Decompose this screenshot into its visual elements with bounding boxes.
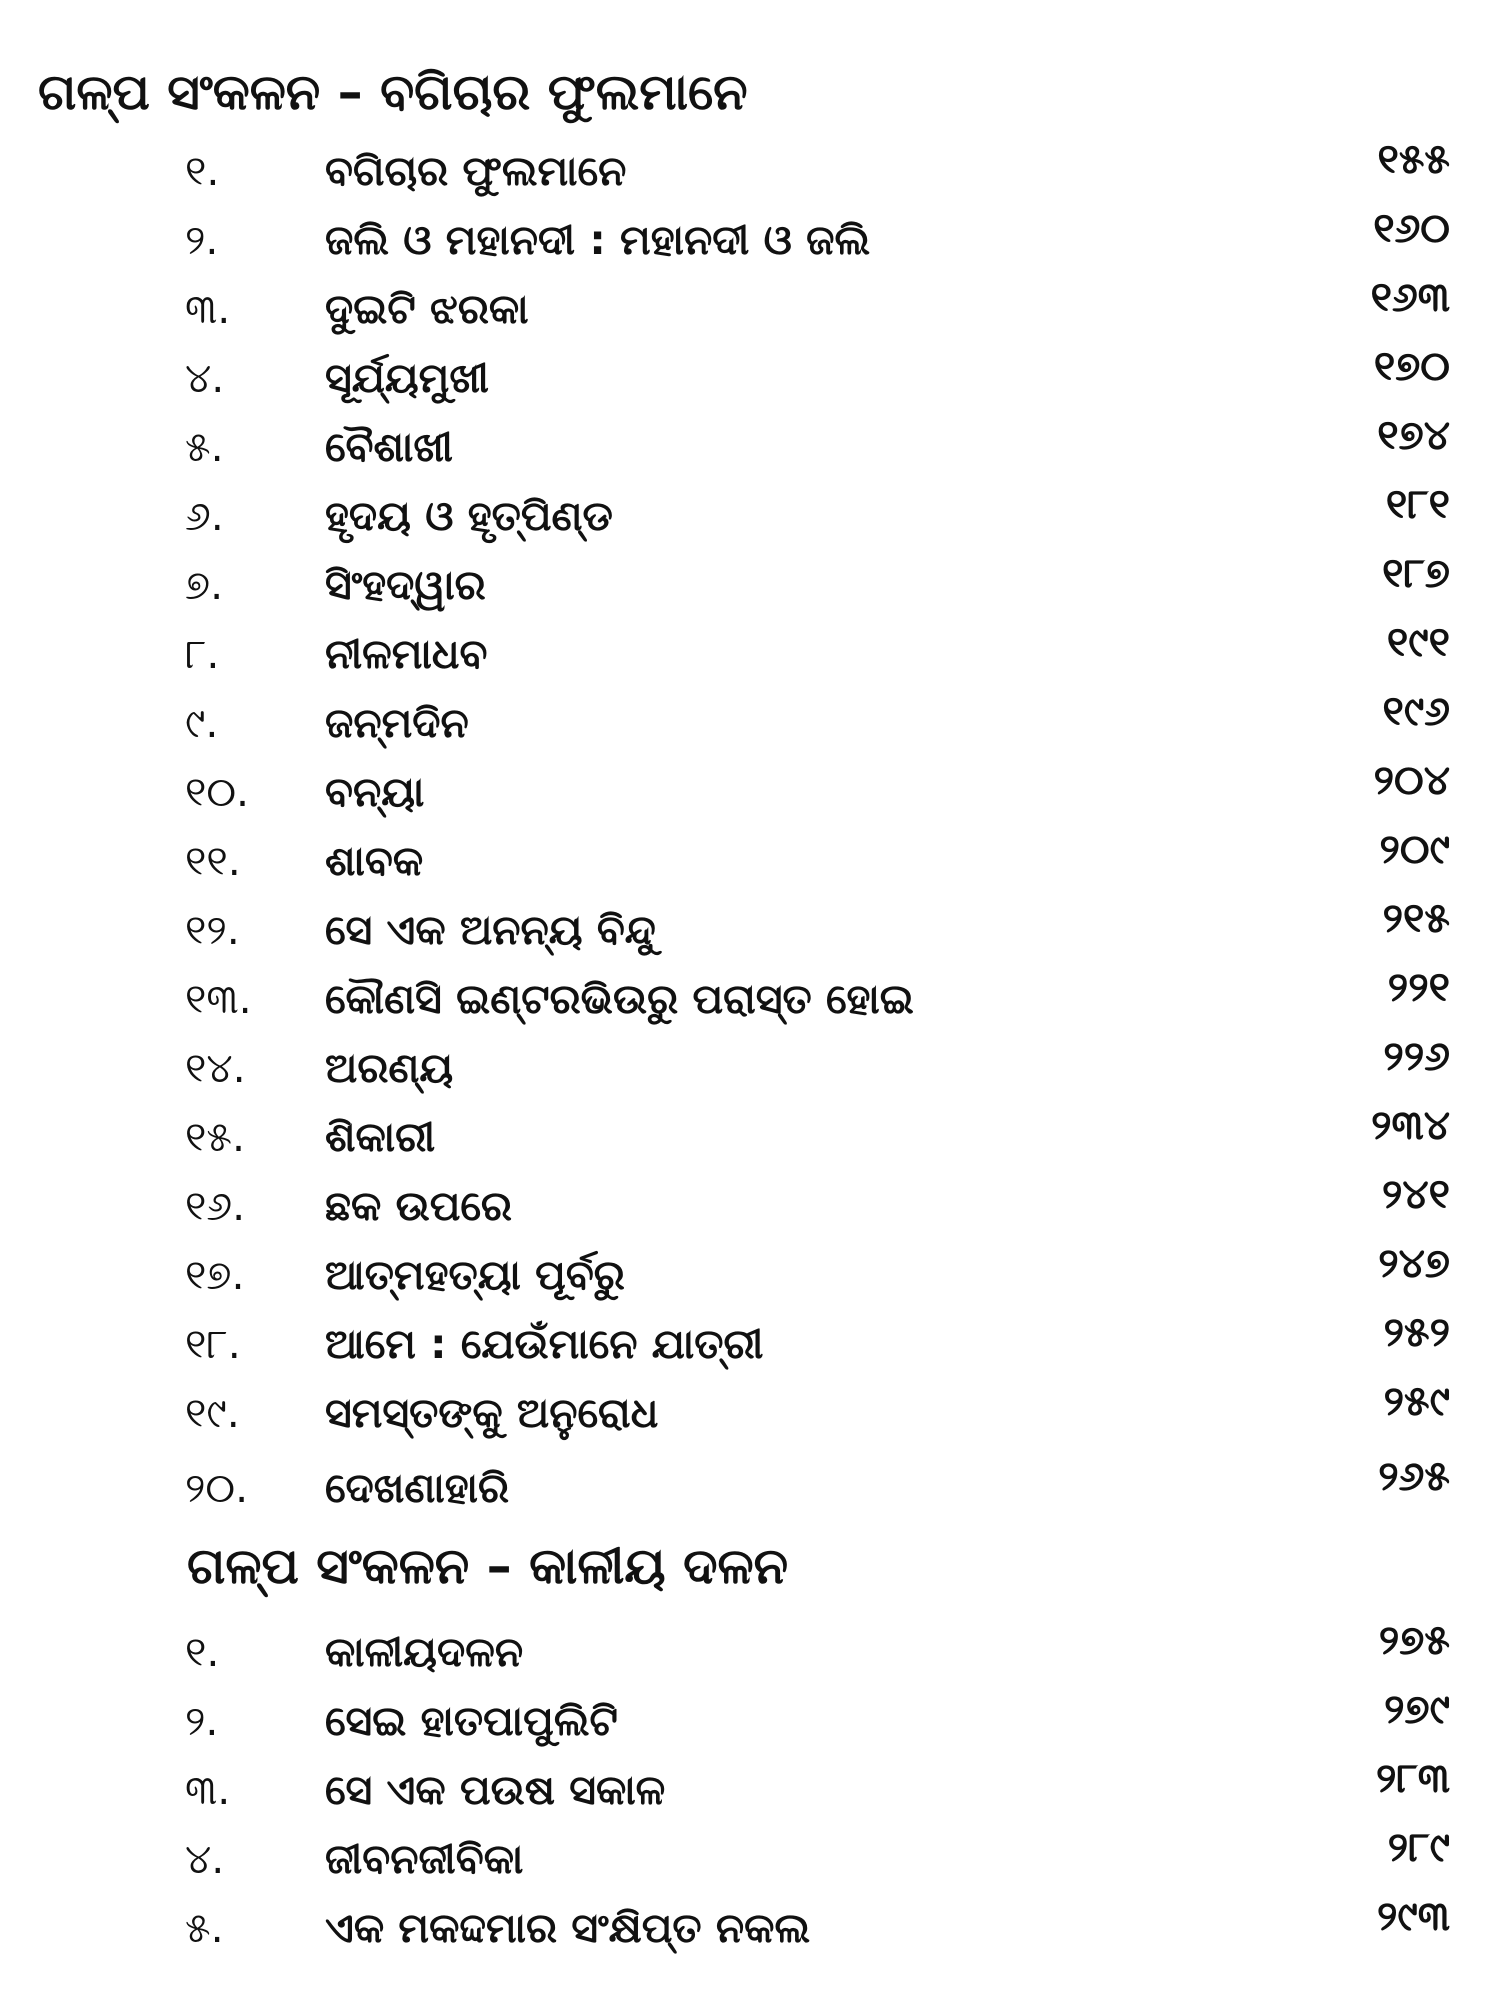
entry-title: ଜନ୍ମଦିନ	[325, 699, 469, 747]
list-item	[0, 1377, 1500, 1446]
entry-page-number: ୨୪୭	[1378, 1239, 1450, 1287]
list-item	[0, 480, 1500, 549]
entry-number: ୩.	[185, 1766, 231, 1814]
list-item	[0, 687, 1500, 756]
entry-page-number: ୨୧୫	[1382, 894, 1450, 942]
entry-number: ୧୧.	[185, 837, 241, 885]
list-item	[0, 1685, 1500, 1754]
entry-number: ୧୮.	[185, 1320, 241, 1368]
list-item	[0, 1101, 1500, 1170]
entry-page-number: ୨୨୬	[1383, 1032, 1450, 1080]
entry-number: ୬.	[185, 492, 224, 540]
entry-page-number: ୧୭୦	[1373, 342, 1450, 390]
list-item	[0, 1616, 1500, 1685]
entry-number: ୫.	[185, 423, 224, 471]
list-item	[0, 135, 1500, 204]
entry-title: ବନ୍ୟା	[325, 768, 425, 816]
entry-number: ୧.	[185, 147, 220, 195]
entry-number: ୧୫.	[185, 1113, 245, 1161]
entry-page-number: ୨୩୪	[1371, 1101, 1450, 1149]
list-item	[0, 618, 1500, 687]
entry-page-number: ୨୫୯	[1383, 1377, 1450, 1425]
entry-page-number: ୧୭୪	[1377, 411, 1450, 459]
entry-page-number: ୧୯୧	[1386, 618, 1450, 666]
list-item	[0, 1032, 1500, 1101]
entry-title: ଶାବକ	[325, 837, 424, 885]
entry-title: ହୃଦୟ ଓ ହୃତ୍‌ପିଣ୍ଡ	[325, 492, 613, 540]
entry-title: ସିଂହଦ୍ୱାର	[325, 561, 486, 609]
entry-page-number: ୨୯୩	[1376, 1892, 1450, 1940]
entry-number: ୪.	[185, 1835, 225, 1883]
entry-number: ୧.	[185, 1628, 220, 1676]
entry-page-number: ୨୬୫	[1378, 1452, 1450, 1500]
entry-page-number: ୨୮୩	[1375, 1754, 1450, 1802]
entry-title: ବୈଶାଖୀ	[325, 423, 453, 471]
entry-page-number: ୧୯୬	[1382, 687, 1450, 735]
entry-number: ୧୨.	[185, 906, 240, 954]
entry-page-number: ୨୪୧	[1381, 1170, 1450, 1218]
entry-title: ସେ ଏକ ପଉଷ ସକାଳ	[325, 1766, 666, 1814]
list-item	[0, 1239, 1500, 1308]
entry-page-number: ୨୭୫	[1378, 1616, 1450, 1664]
list-item	[0, 825, 1500, 894]
entry-page-number: ୨୮୯	[1387, 1823, 1450, 1871]
entry-number: ୧୩.	[185, 975, 252, 1023]
entry-title: କାଳୀୟଦଳନ	[325, 1628, 524, 1676]
entry-page-number: ୨୦୪	[1373, 756, 1450, 804]
entry-page-number: ୧୫୫	[1377, 135, 1450, 183]
list-item	[0, 756, 1500, 825]
entry-page-number: ୧୮୭	[1382, 549, 1450, 597]
entry-page-number: ୨୫୨	[1383, 1308, 1450, 1356]
entry-number: ୨.	[185, 1697, 219, 1745]
entry-page-number: ୨୨୧	[1387, 963, 1450, 1011]
entry-number: ୧୭.	[185, 1251, 245, 1299]
entry-number: ୨.	[185, 216, 219, 264]
section-heading: ଗଳ୍ପ ସଂକଳନ – ବଗିଚାର ଫୁଲମାନେ	[38, 63, 748, 121]
entry-title: ଜଲି ଓ ମହାନଦୀ : ମହାନଦୀ ଓ ଜଲି	[325, 216, 871, 264]
list-item	[0, 1823, 1500, 1892]
entry-title: ଅରଣ୍ୟ	[325, 1044, 454, 1092]
entry-title: ସୂର୍ଯ୍ୟମୁଖୀ	[325, 354, 489, 402]
entry-number: ୧୬.	[185, 1182, 246, 1230]
list-item	[0, 1892, 1500, 1961]
entry-page-number: ୧୬୦	[1373, 204, 1450, 252]
entry-title: ଆତ୍ମହତ୍ୟା ପୂର୍ବରୁ	[325, 1251, 625, 1299]
entry-number: ୮.	[185, 630, 220, 678]
entry-number: ୪.	[185, 354, 225, 402]
list-item	[0, 1170, 1500, 1239]
entry-title: ଏକ ମକଦ୍ଦମାର ସଂକ୍ଷିପ୍ତ ନକଲ	[325, 1904, 811, 1952]
list-item	[0, 963, 1500, 1032]
entry-number: ୯.	[185, 699, 219, 747]
list-item	[0, 1754, 1500, 1823]
list-item	[0, 549, 1500, 618]
entry-page-number: ୧୮୧	[1385, 480, 1450, 528]
entry-page-number: ୨୭୯	[1384, 1685, 1450, 1733]
entry-number: ୭.	[185, 561, 224, 609]
list-item	[0, 1308, 1500, 1377]
entry-number: ୨୦.	[185, 1464, 249, 1512]
list-item	[0, 411, 1500, 480]
entry-number: ୫.	[185, 1904, 224, 1952]
entry-title: ଶିକାରୀ	[325, 1113, 436, 1161]
entry-title: କୌଣସି ଇଣ୍ଟରଭିଉରୁ ପରାସ୍ତ ହୋଇ	[325, 975, 914, 1023]
entry-title: ଜୀବନଜୀବିକା	[325, 1835, 524, 1883]
entry-title: ଛକ ଉପରେ	[325, 1182, 513, 1230]
entry-number: ୧୯.	[185, 1389, 240, 1437]
entry-page-number: ୧୬୩	[1370, 273, 1450, 321]
entry-title: ଆମେ : ଯେଉଁମାନେ ଯାତ୍ରୀ	[325, 1320, 764, 1368]
entry-number: ୧୪.	[185, 1044, 246, 1092]
list-item	[0, 342, 1500, 411]
entry-number: ୩.	[185, 285, 231, 333]
entry-title: ସମସ୍ତଙ୍କୁ ଅନୁରୋଧ	[325, 1389, 659, 1437]
entry-title: ନୀଳମାଧବ	[325, 630, 488, 678]
list-item	[0, 273, 1500, 342]
entry-title: ସେଇ ହାତପାପୁଲିଟି	[325, 1697, 618, 1745]
entry-title: ଦୁଇଟି ଝରକା	[325, 285, 529, 333]
list-item	[0, 894, 1500, 963]
list-item	[0, 204, 1500, 273]
section-heading: ଗଳ୍ପ ସଂକଳନ – କାଳୀୟ ଦଳନ	[187, 1537, 789, 1595]
entry-title: ସେ ଏକ ଅନନ୍ୟ ବିନ୍ଦୁ	[325, 906, 656, 954]
entry-title: ବଗିଚାର ଫୁଲମାନେ	[325, 147, 627, 195]
entry-title: ଦେଖଣାହାରି	[325, 1464, 510, 1512]
list-item	[0, 1452, 1500, 1521]
entry-page-number: ୨୦୯	[1379, 825, 1450, 873]
entry-number: ୧୦.	[185, 768, 250, 816]
